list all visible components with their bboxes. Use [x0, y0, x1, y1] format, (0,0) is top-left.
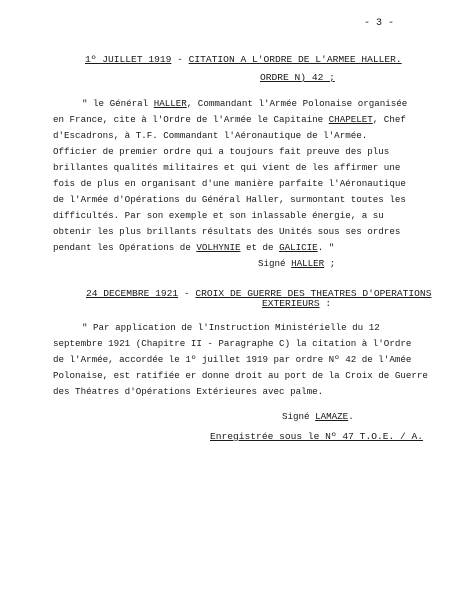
section2-dash: -: [178, 288, 196, 299]
signature-suffix: .: [348, 411, 354, 422]
section2-title-line2: EXTERIEURS: [262, 298, 320, 309]
section1-title: CITATION A L'ORDRE DE L'ARMEE HALLER.: [188, 54, 402, 65]
name-chapelet: CHAPELET: [328, 114, 373, 125]
place-volhynie: VOLHYNIE: [196, 242, 241, 253]
section1-dash: -: [171, 54, 189, 65]
section1-signature: [258, 258, 335, 270]
section2-heading-line2: [262, 298, 331, 310]
section2-date: 24 DECEMBRE 1921: [86, 288, 179, 299]
section2-signature: [282, 411, 354, 423]
section1-line-4: Officier de premier ordre qui a toujours fait preuve des plus: [53, 146, 390, 157]
signature-prefix: Signé: [282, 411, 316, 422]
section2-line-4: Polonaise, est ratifiée er donne droit au port de la Croix de Guerre: [53, 370, 428, 381]
text-segment: . ": [317, 242, 335, 253]
signature-suffix: ;: [324, 258, 336, 269]
section1-heading: [85, 54, 402, 66]
text-segment: et de: [240, 242, 280, 253]
registration-note: Enregistrée sous le Nº 47 T.O.E. / A.: [210, 431, 424, 442]
text-segment: , Chef: [372, 114, 406, 125]
text-segment: " le Général: [82, 98, 154, 109]
name-haller: HALLER: [153, 98, 187, 109]
place-galicie: GALICIE: [279, 242, 318, 253]
section1-line-8: difficultés. Par son exemple et son inlassable énergie, a su: [53, 210, 384, 221]
signature-prefix: Signé: [258, 258, 292, 269]
section2-line-2: septembre 1921 (Chapitre II - Paragraphe C) la citation à l'Ordre: [53, 338, 412, 349]
section2-title-end: :: [319, 298, 332, 309]
signature-name: HALLER: [291, 258, 325, 269]
section2-heading: [86, 288, 431, 300]
text-segment: en France, cite à l'Ordre de l'Armée le Capitaine: [53, 114, 329, 125]
text-segment: , Commandant l'Armée Polonaise organisée: [186, 98, 408, 109]
section1-line-6: fois de plus en organisant d'une manière parfaite l'Aéronautique: [53, 178, 406, 189]
section2-line-5: des Théatres d'Opérations Extérieures avec palme.: [53, 386, 324, 397]
section1-line-5: brillantes qualités militaires et qui vient de les affirmer une: [53, 162, 401, 173]
page-number: - 3 -: [364, 18, 395, 29]
section2-line-3: de l'Armée, accordée le 1º juillet 1919 par ordre Nº 42 de l'Amée: [53, 354, 412, 365]
section1-line-1: [82, 98, 407, 110]
section1-line-7: de l'Armée d'Opérations du Général Haller, surmontant toutes les: [53, 194, 406, 205]
section2-line-1: " Par application de l'Instruction Ministérielle du 12: [82, 322, 380, 333]
section1-line-3: d'Escadrons, à T.F. Commandant l'Aéronautique de l'Armée.: [53, 130, 368, 141]
section1-line-9: obtenir les plus brillants résultats des Unités sous ses ordres: [53, 226, 401, 237]
text-segment: pendant les Opérations de: [53, 242, 197, 253]
section1-line-10: [53, 242, 334, 254]
section1-date: 1º JUILLET 1919: [85, 54, 172, 65]
section2-title-line1: CROIX DE GUERRE DES THEATRES D'OPERATIONS: [195, 288, 432, 299]
section1-line-2: [53, 114, 406, 126]
section1-order: ORDRE N) 42 ;: [260, 72, 335, 83]
signature-name: LAMAZE: [315, 411, 349, 422]
